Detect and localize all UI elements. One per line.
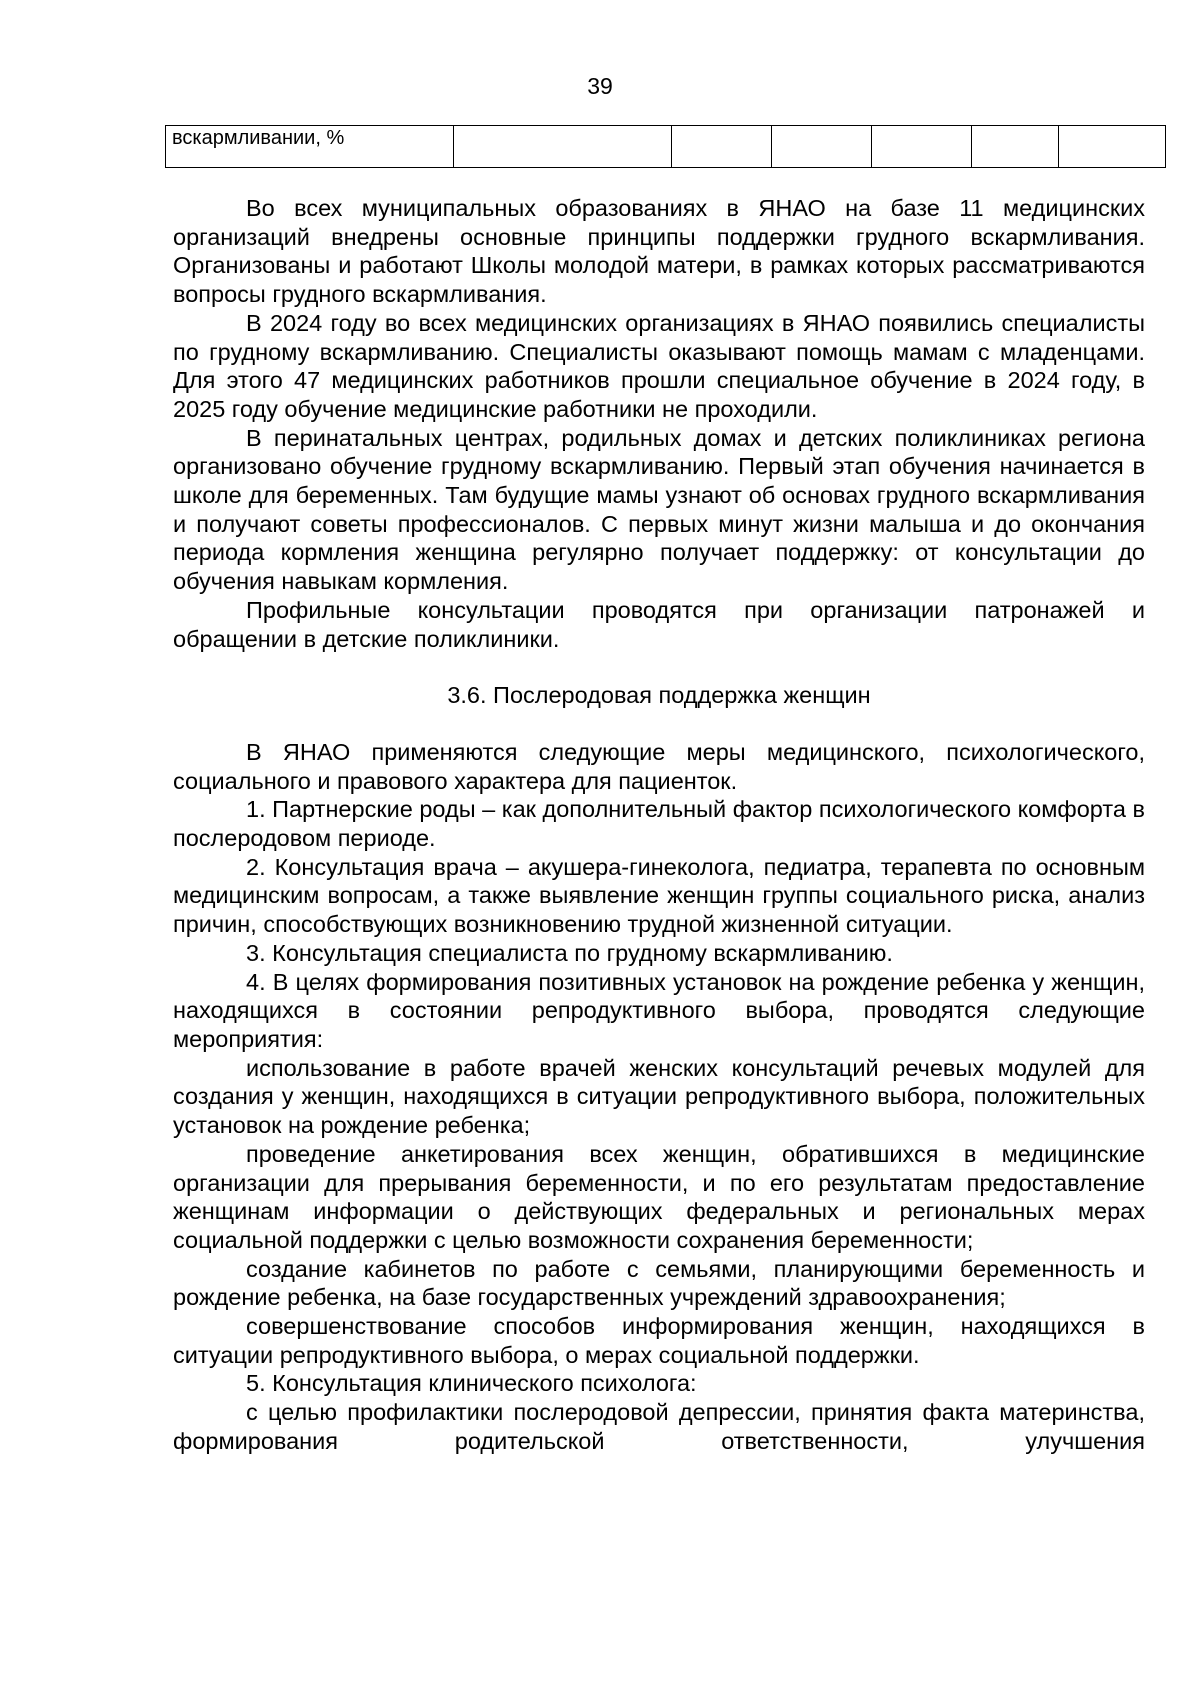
sub-item: использование в работе врачей женских консультаций речевых модулей для создания у женщин, находящихся в ситуации репродуктивного выбора, положительных установок на рождение ребенка;	[173, 1054, 1145, 1139]
table-fragment	[165, 125, 1166, 168]
table-cell	[1059, 126, 1166, 168]
paragraph: В ЯНАО применяются следующие меры медицинского, психологического, социального и правового характера для пациенток.	[173, 738, 1145, 794]
paragraph-truncated: с целью профилактики послеродовой депрессии, принятия факта материнства, формирования родительской ответственности, улучшения	[173, 1399, 1145, 1454]
paragraph: В 2024 году во всех медицинских организациях в ЯНАО появились специалисты по грудному вскармливанию. Специалисты оказывают помощь мамам с младенцами. Для этого 47 медицинских работников прошли специальное обучение в 2024 году, в 2025 году обучение медицинские работники не проходили.	[173, 309, 1145, 422]
document-body	[173, 194, 1145, 1456]
paragraph: В перинатальных центрах, родильных домах и детских поликлиниках региона организовано обучение грудному вскармливанию. Первый этап обучения начинается в школе для беременных. Там будущие мамы узнают об основах грудного вскармливания и получают советы профессионалов. С первых минут жизни малыша и до окончания периода кормления женщина регулярно получает поддержку: от консультации до обучения навыкам кормления.	[173, 424, 1145, 595]
list-item: 1. Партнерские роды – как дополнительный фактор психологического комфорта в послеродовом периоде.	[173, 796, 1145, 852]
sub-item: создание кабинетов по работе с семьями, планирующими беременность и рождение ребенка, на базе государственных учреждений здравоохранения;	[173, 1255, 1145, 1311]
paragraph: Во всех муниципальных образованиях в ЯНАО на базе 11 медицинских организаций внедрены основные принципы поддержки грудного вскармливания. Организованы и работают Школы молодой матери, в рамках которых рассматриваются вопросы грудного вскармливания.	[173, 195, 1145, 308]
table-cell	[454, 126, 672, 168]
table-cell	[772, 126, 872, 168]
section-heading: 3.6. Послеродовая поддержка женщин	[447, 682, 871, 709]
list-item: 2. Консультация врача – акушера-гинеколога, педиатра, терапевта по основным медицинским вопросам, а также выявление женщин группы социального риска, анализ причин, способствующих возникновению трудной жизненной ситуации.	[173, 853, 1145, 938]
paragraph: Профильные консультации проводятся при организации патронажей и обращении в детские поликлиники.	[173, 596, 1145, 652]
table-cell	[872, 126, 972, 168]
table-cell	[672, 126, 772, 168]
list-item: 4. В целях формирования позитивных установок на рождение ребенка у женщин, находящихся в состоянии репродуктивного выбора, проводятся следующие мероприятия:	[173, 968, 1145, 1052]
sub-item: проведение анкетирования всех женщин, обратившихся в медицинские организации для прерывания беременности, и по его результатам предоставление женщинам информации о действующих федеральных и региональных мерах социальной поддержки с целью возможности сохранения беременности;	[173, 1140, 1145, 1253]
table-row	[166, 126, 1166, 168]
page-number: 39	[587, 73, 613, 99]
list-item: 5. Консультация клинического психолога:	[246, 1370, 697, 1397]
table-cell: вскармливании, %	[166, 126, 454, 168]
table-cell	[972, 126, 1059, 168]
list-item: 3. Консультация специалиста по грудному вскармливанию.	[246, 939, 893, 966]
sub-item: совершенствование способов информирования женщин, находящихся в ситуации репродуктивного выбора, о мерах социальной поддержки.	[173, 1313, 1145, 1368]
